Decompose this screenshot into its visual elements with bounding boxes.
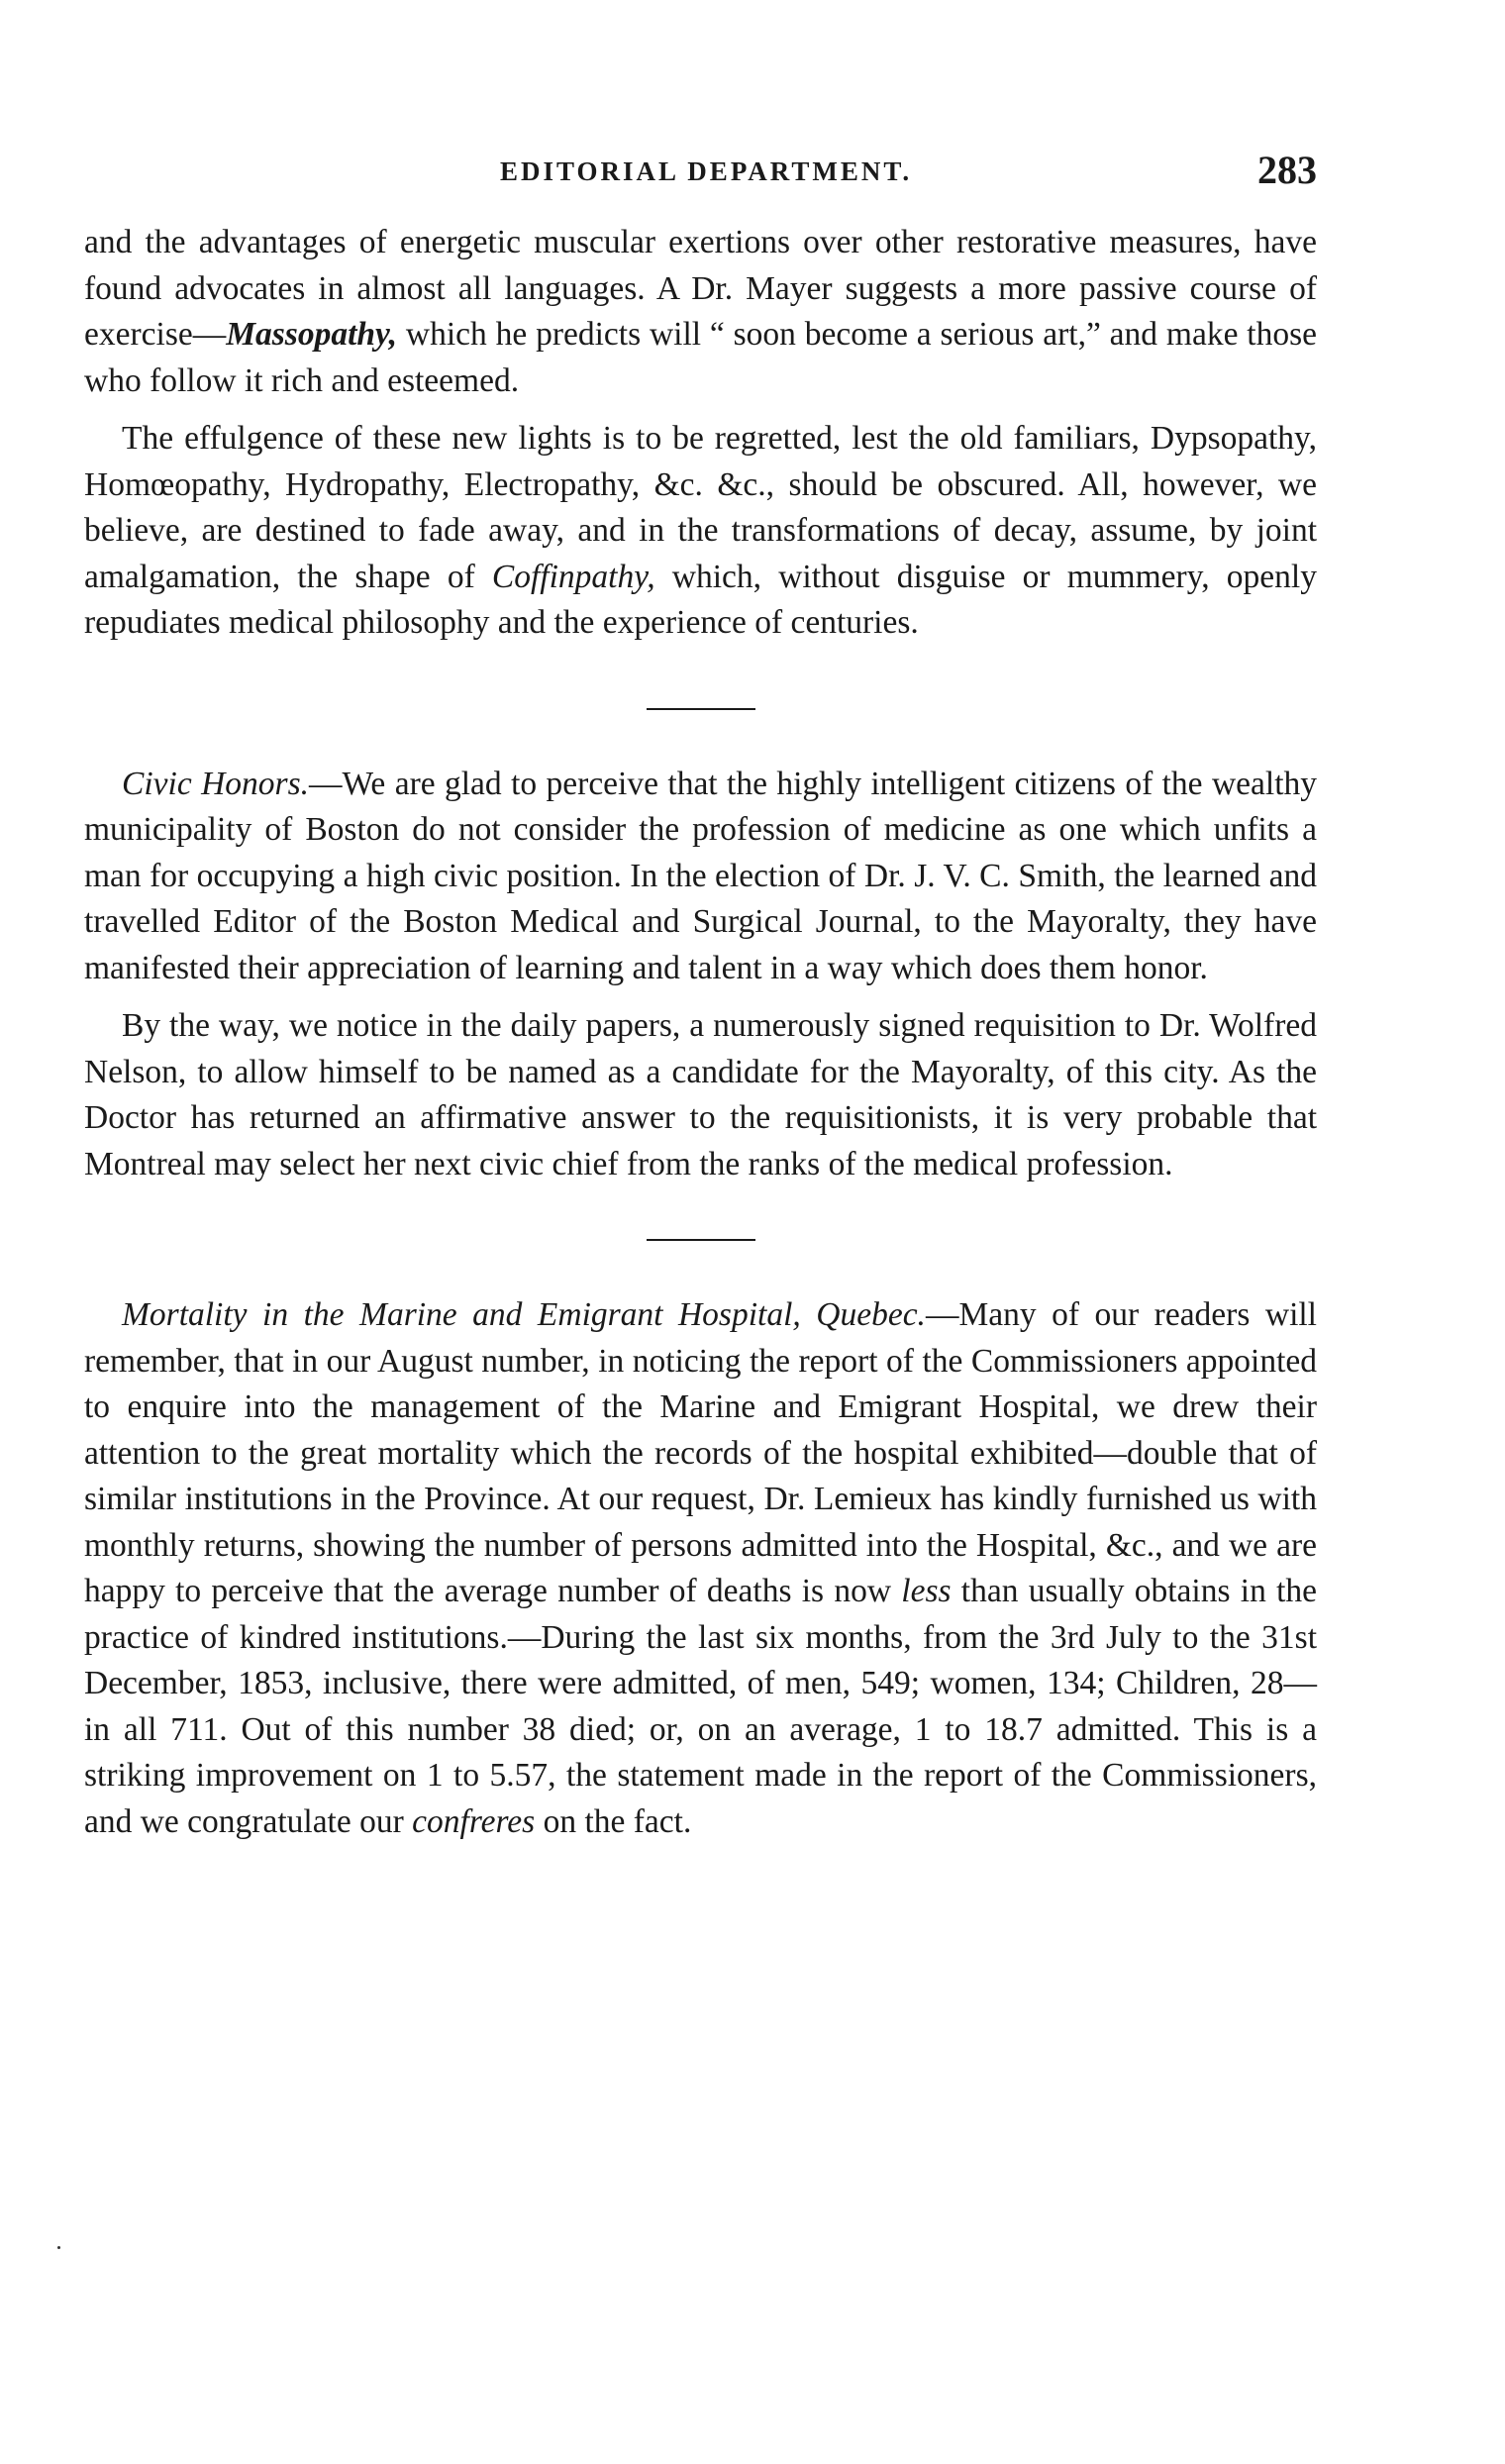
section-heading: Civic Honors. [122,765,309,802]
page-body [84,220,1317,1845]
paragraph-coffinpathy [84,416,1317,647]
italic-term: Coffinpathy, [491,558,655,595]
italic-term: confreres [412,1802,536,1840]
paragraph-text: on the fact. [535,1802,692,1840]
paragraph-text: The effulgence of these new lights is to be regretted, lest the old familiars, Dypsopathy, Homœopathy, Hydropathy, Electropathy, &c. &c., should be obscured. All, however, we believe, are destined to fade away, and in the transformations of decay, assume, by joint amalgamation, the shape of [84,420,1317,595]
paragraph-text: than usually obtains in the practice of kindred institutions.—During the last six months, from the 3rd July to the 31st December, 1853, inclusive, there were admitted, of men, 549; women, 134; Children, 28—in all 711. Out of this number 38 died; or, on an average, 1 to 18.7 admitted. This is a striking improvement on 1 to 5.57, the statement made in the report of the Commissioners, and we congratulate our [84,1573,1318,1840]
paragraph-wolfred-nelson [84,1003,1317,1187]
paragraph-mortality [84,1292,1317,1845]
paragraph-massopathy [84,220,1317,404]
scan-speck [57,2246,60,2249]
running-head: EDITORIAL DEPARTMENT. [500,156,913,186]
paragraph-text: —We are glad to perceive that the highly intelligent citizens of the wealthy municipality of Boston do not consider the profession of medicine as one which unfits a man for occupying a high civic position. In the election of Dr. J. V. C. Smith, the learned and travelled Editor of the Boston Medical and Surgical Journal, to the Mayoralty, they have manifested their appreciation of learning and talent in a way which does them honor. [84,765,1318,986]
section-divider [647,1239,755,1241]
section-divider [647,708,755,710]
paragraph-civic-honors [84,762,1317,992]
page-number: 283 [1257,148,1317,192]
section-heading: Mortality in the Marine and Emigrant Hospital, Quebec. [122,1296,926,1333]
italic-term: less [901,1573,952,1609]
paragraph-text: —Many of our readers will remember, that in our August number, in noticing the report of the Commissioners appointed to enquire into the management of the Marine and Emigrant Hospital, we drew their attention to the great mortality which the records of the hospital exhibited—double that of similar institutions in the Province. At our request, Dr. Lemieux has kindly furnished us with monthly returns, showing the number of persons admitted into the Hospital, &c., and we are happy to perceive that the average number of deaths is now [84,1296,1317,1609]
paragraph-text: which he predicts will “ soon become a serious art,” and make those who follow it rich and esteemed. [84,316,1317,399]
italic-term: Massopathy, [226,316,398,353]
paragraph-text: which, without disguise or mummery, openly repudiates medical philosophy and the experience of centuries. [84,558,1317,641]
page-header [84,147,1317,206]
paragraph-text: and the advantages of energetic muscular exertions over other restorative measures, have found advocates in almost all languages. A Dr. Mayer suggests a more passive course of exercise— [84,224,1317,353]
paragraph-text: By the way, we notice in the daily papers, a numerously signed requisition to Dr. Wolfred Nelson, to allow himself to be named as a candidate for the Mayoralty, of this city. As the Doctor has returned an affirmative answer to the requisitionists, it is very probable that Montreal may select her next civic chief from the ranks of the medical profession. [84,1007,1317,1182]
